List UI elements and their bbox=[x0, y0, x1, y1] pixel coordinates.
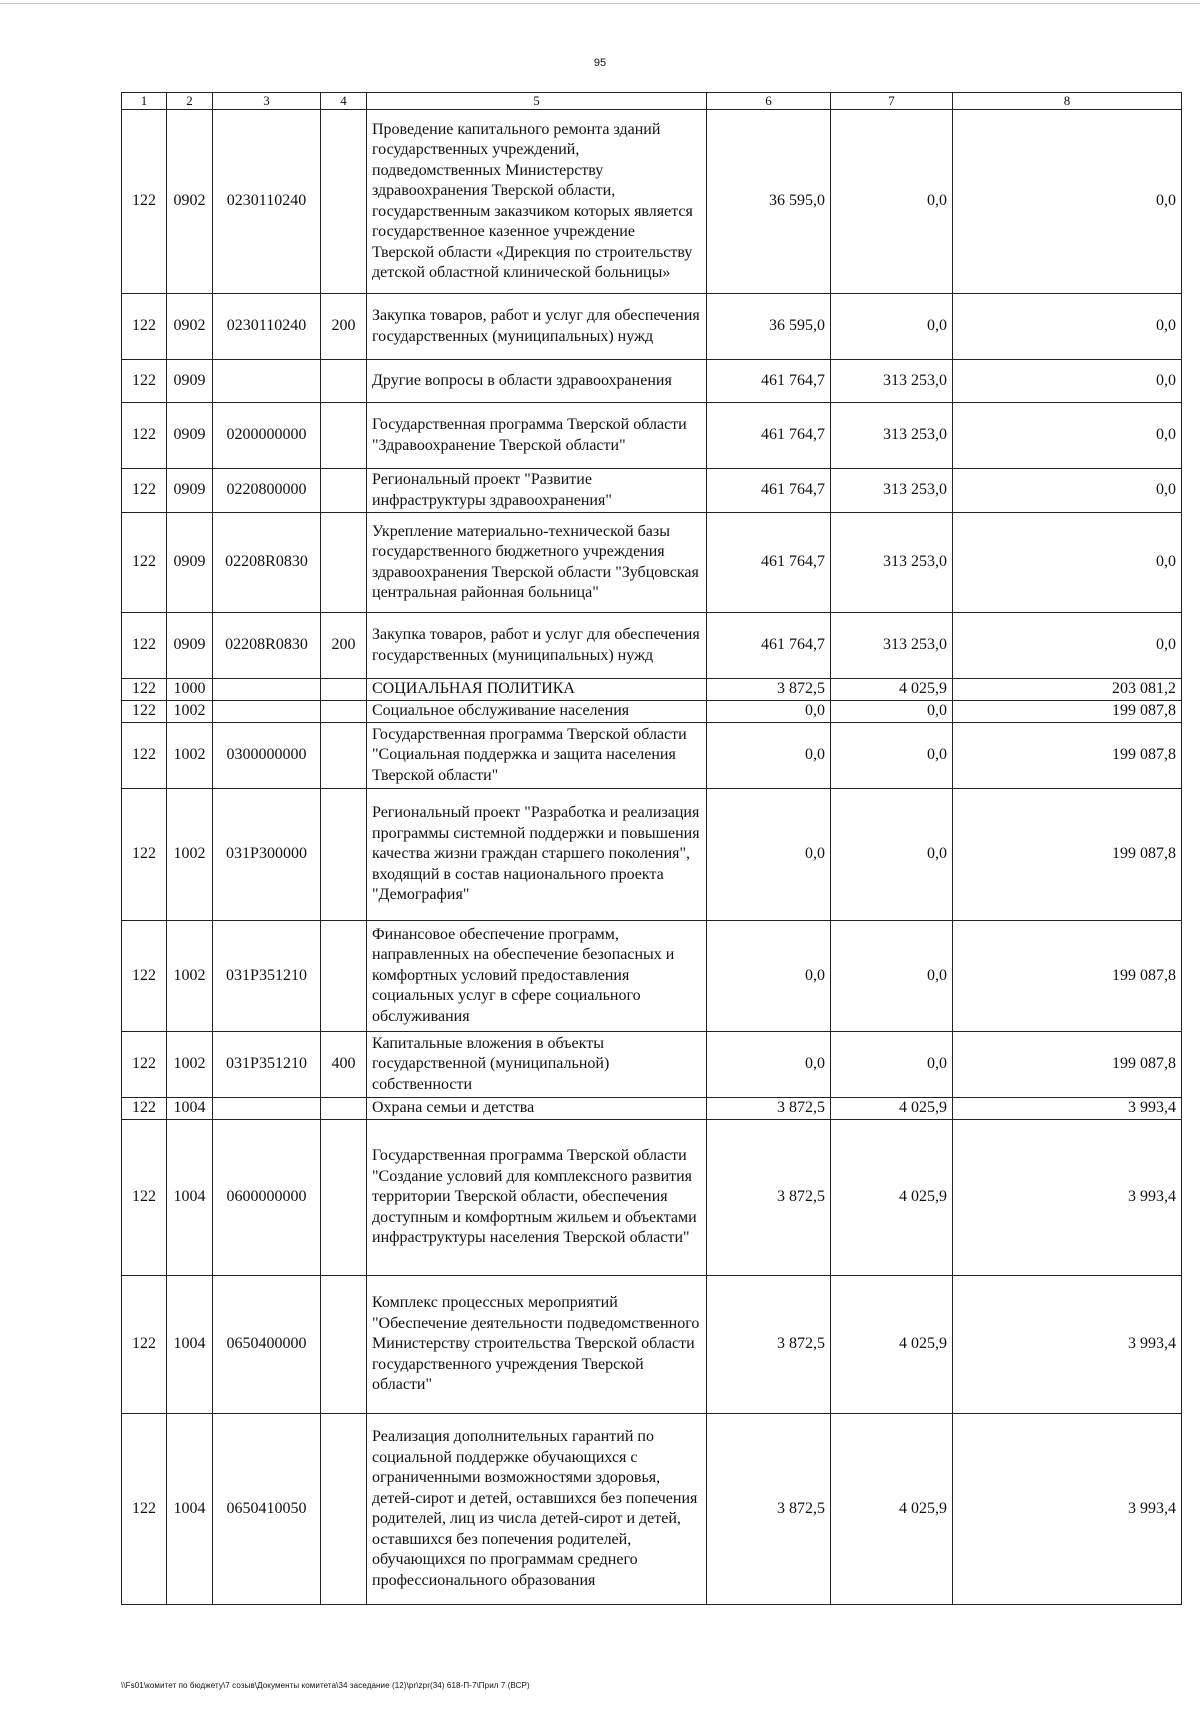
description-cell: Другие вопросы в области здравоохранения bbox=[367, 360, 707, 403]
table-row bbox=[122, 789, 1182, 921]
amount-cell-col7: 313 253,0 bbox=[831, 513, 953, 613]
admin-code-cell: 122 bbox=[122, 1032, 167, 1098]
description-cell: Государственная программа Тверской области "Социальная поддержка и защита населения Тверской области" bbox=[367, 723, 707, 789]
table-row bbox=[122, 1098, 1182, 1120]
section-code-cell: 0909 bbox=[167, 403, 213, 469]
expense-type-cell bbox=[321, 513, 367, 613]
amount-cell-col6: 461 764,7 bbox=[707, 360, 831, 403]
expense-type-cell bbox=[321, 360, 367, 403]
section-code-cell: 0909 bbox=[167, 513, 213, 613]
admin-code-cell: 122 bbox=[122, 1098, 167, 1120]
amount-cell-col8: 203 081,2 bbox=[953, 679, 1182, 701]
section-code-cell: 1004 bbox=[167, 1414, 213, 1605]
column-header: 4 bbox=[321, 93, 367, 110]
amount-cell-col6: 461 764,7 bbox=[707, 403, 831, 469]
target-code-cell: 0230110240 bbox=[213, 110, 321, 294]
target-code-cell bbox=[213, 679, 321, 701]
amount-cell-col8: 199 087,8 bbox=[953, 701, 1182, 723]
amount-cell-col6: 0,0 bbox=[707, 921, 831, 1032]
section-code-cell: 0902 bbox=[167, 110, 213, 294]
table-row bbox=[122, 294, 1182, 360]
amount-cell-col7: 0,0 bbox=[831, 110, 953, 294]
section-code-cell: 1002 bbox=[167, 789, 213, 921]
admin-code-cell: 122 bbox=[122, 789, 167, 921]
table-row bbox=[122, 613, 1182, 679]
admin-code-cell: 122 bbox=[122, 613, 167, 679]
target-code-cell: 02208R0830 bbox=[213, 513, 321, 613]
target-code-cell: 0650400000 bbox=[213, 1276, 321, 1414]
description-cell: Закупка товаров, работ и услуг для обеспечения государственных (муниципальных) нужд bbox=[367, 613, 707, 679]
description-cell: Реализация дополнительных гарантий по социальной поддержке обучающихся с ограниченными возможностями здоровья, детей-сирот и детей, оставшихся без попечения родителей, лиц из числа детей-сирот и детей, оставшихся без попечения родителей, обучающихся по программам среднего профессионального образования bbox=[367, 1414, 707, 1605]
amount-cell-col7: 313 253,0 bbox=[831, 469, 953, 513]
section-code-cell: 1004 bbox=[167, 1120, 213, 1276]
table-row bbox=[122, 1414, 1182, 1605]
amount-cell-col8: 0,0 bbox=[953, 110, 1182, 294]
amount-cell-col7: 4 025,9 bbox=[831, 1098, 953, 1120]
section-code-cell: 1004 bbox=[167, 1276, 213, 1414]
amount-cell-col6: 36 595,0 bbox=[707, 294, 831, 360]
description-cell: Капитальные вложения в объекты государственной (муниципальной) собственности bbox=[367, 1032, 707, 1098]
amount-cell-col8: 3 993,4 bbox=[953, 1120, 1182, 1276]
amount-cell-col7: 0,0 bbox=[831, 723, 953, 789]
expense-type-cell: 200 bbox=[321, 294, 367, 360]
amount-cell-col6: 461 764,7 bbox=[707, 613, 831, 679]
target-code-cell: 0600000000 bbox=[213, 1120, 321, 1276]
target-code-cell: 0300000000 bbox=[213, 723, 321, 789]
description-cell: Государственная программа Тверской области "Здравоохранение Тверской области" bbox=[367, 403, 707, 469]
table-row bbox=[122, 1120, 1182, 1276]
column-header: 2 bbox=[167, 93, 213, 110]
section-code-cell: 1002 bbox=[167, 1032, 213, 1098]
admin-code-cell: 122 bbox=[122, 1276, 167, 1414]
section-code-cell: 1000 bbox=[167, 679, 213, 701]
description-cell: Региональный проект "Развитие инфраструктуры здравоохранения" bbox=[367, 469, 707, 513]
target-code-cell: 0230110240 bbox=[213, 294, 321, 360]
expense-type-cell bbox=[321, 1120, 367, 1276]
amount-cell-col8: 199 087,8 bbox=[953, 921, 1182, 1032]
amount-cell-col8: 3 993,4 bbox=[953, 1414, 1182, 1605]
amount-cell-col7: 0,0 bbox=[831, 921, 953, 1032]
expense-type-cell bbox=[321, 701, 367, 723]
description-cell: Социальное обслуживание населения bbox=[367, 701, 707, 723]
target-code-cell bbox=[213, 360, 321, 403]
expense-type-cell: 200 bbox=[321, 613, 367, 679]
amount-cell-col7: 0,0 bbox=[831, 1032, 953, 1098]
amount-cell-col7: 0,0 bbox=[831, 701, 953, 723]
admin-code-cell: 122 bbox=[122, 723, 167, 789]
amount-cell-col7: 4 025,9 bbox=[831, 1276, 953, 1414]
expense-type-cell bbox=[321, 1098, 367, 1120]
target-code-cell: 031P351210 bbox=[213, 921, 321, 1032]
column-header: 7 bbox=[831, 93, 953, 110]
section-code-cell: 0909 bbox=[167, 360, 213, 403]
page-number: 95 bbox=[593, 57, 607, 69]
amount-cell-col6: 461 764,7 bbox=[707, 469, 831, 513]
description-cell: СОЦИАЛЬНАЯ ПОЛИТИКА bbox=[367, 679, 707, 701]
admin-code-cell: 122 bbox=[122, 1120, 167, 1276]
target-code-cell: 02208R0830 bbox=[213, 613, 321, 679]
admin-code-cell: 122 bbox=[122, 701, 167, 723]
table-row bbox=[122, 469, 1182, 513]
expense-type-cell bbox=[321, 679, 367, 701]
amount-cell-col6: 0,0 bbox=[707, 701, 831, 723]
amount-cell-col8: 0,0 bbox=[953, 403, 1182, 469]
table-row bbox=[122, 1276, 1182, 1414]
amount-cell-col6: 3 872,5 bbox=[707, 679, 831, 701]
column-header: 5 bbox=[367, 93, 707, 110]
description-cell: Региональный проект "Разработка и реализация программы системной поддержки и повышения качества жизни граждан старшего поколения", входящий в состав национального проекта "Демография" bbox=[367, 789, 707, 921]
target-code-cell bbox=[213, 701, 321, 723]
amount-cell-col6: 0,0 bbox=[707, 723, 831, 789]
amount-cell-col7: 0,0 bbox=[831, 789, 953, 921]
column-number-row bbox=[122, 93, 1182, 110]
description-cell: Государственная программа Тверской области "Создание условий для комплексного развития территории Тверской области, обеспечения доступным и комфортным жильем и объектами инфраструктуры населения Тверской области" bbox=[367, 1120, 707, 1276]
amount-cell-col6: 3 872,5 bbox=[707, 1120, 831, 1276]
table-row bbox=[122, 110, 1182, 294]
column-header: 3 bbox=[213, 93, 321, 110]
target-code-cell: 0200000000 bbox=[213, 403, 321, 469]
amount-cell-col8: 0,0 bbox=[953, 513, 1182, 613]
amount-cell-col7: 4 025,9 bbox=[831, 1414, 953, 1605]
table-row bbox=[122, 360, 1182, 403]
amount-cell-col8: 0,0 bbox=[953, 294, 1182, 360]
section-code-cell: 1002 bbox=[167, 701, 213, 723]
file-path-footer: \\Fs01\комитет по бюджету\7 созыв\Документы комитета\34 заседание (12)\pr\zpr(34) 618-П-7\Прил 7 (ВСР) bbox=[121, 1681, 530, 1690]
amount-cell-col8: 199 087,8 bbox=[953, 789, 1182, 921]
amount-cell-col7: 313 253,0 bbox=[831, 403, 953, 469]
admin-code-cell: 122 bbox=[122, 513, 167, 613]
section-code-cell: 1002 bbox=[167, 723, 213, 789]
amount-cell-col6: 3 872,5 bbox=[707, 1098, 831, 1120]
amount-cell-col8: 199 087,8 bbox=[953, 723, 1182, 789]
section-code-cell: 0902 bbox=[167, 294, 213, 360]
column-header: 6 bbox=[707, 93, 831, 110]
amount-cell-col6: 3 872,5 bbox=[707, 1276, 831, 1414]
expense-type-cell bbox=[321, 1276, 367, 1414]
amount-cell-col8: 0,0 bbox=[953, 469, 1182, 513]
table-row bbox=[122, 701, 1182, 723]
amount-cell-col8: 0,0 bbox=[953, 613, 1182, 679]
target-code-cell bbox=[213, 1098, 321, 1120]
table-row bbox=[122, 679, 1182, 701]
target-code-cell: 031P351210 bbox=[213, 1032, 321, 1098]
amount-cell-col6: 3 872,5 bbox=[707, 1414, 831, 1605]
expense-type-cell: 400 bbox=[321, 1032, 367, 1098]
description-cell: Закупка товаров, работ и услуг для обеспечения государственных (муниципальных) нужд bbox=[367, 294, 707, 360]
expense-type-cell bbox=[321, 1414, 367, 1605]
section-code-cell: 0909 bbox=[167, 613, 213, 679]
target-code-cell: 031P300000 bbox=[213, 789, 321, 921]
expense-type-cell bbox=[321, 921, 367, 1032]
admin-code-cell: 122 bbox=[122, 469, 167, 513]
admin-code-cell: 122 bbox=[122, 294, 167, 360]
section-code-cell: 1004 bbox=[167, 1098, 213, 1120]
table-row bbox=[122, 723, 1182, 789]
table-row bbox=[122, 513, 1182, 613]
expense-type-cell bbox=[321, 723, 367, 789]
column-header: 8 bbox=[953, 93, 1182, 110]
description-cell: Охрана семьи и детства bbox=[367, 1098, 707, 1120]
admin-code-cell: 122 bbox=[122, 360, 167, 403]
table-row bbox=[122, 1032, 1182, 1098]
amount-cell-col7: 313 253,0 bbox=[831, 613, 953, 679]
expense-type-cell bbox=[321, 110, 367, 294]
table-row bbox=[122, 403, 1182, 469]
amount-cell-col6: 36 595,0 bbox=[707, 110, 831, 294]
expense-type-cell bbox=[321, 789, 367, 921]
description-cell: Укрепление материально-технической базы государственного бюджетного учреждения здравоохранения Тверской области "Зубцовская центральная районная больница" bbox=[367, 513, 707, 613]
description-cell: Комплекс процессных мероприятий "Обеспечение деятельности подведомственного Министерству строительства Тверской области государственного учреждения Тверской области" bbox=[367, 1276, 707, 1414]
amount-cell-col8: 3 993,4 bbox=[953, 1276, 1182, 1414]
target-code-cell: 0650410050 bbox=[213, 1414, 321, 1605]
expense-type-cell bbox=[321, 403, 367, 469]
admin-code-cell: 122 bbox=[122, 403, 167, 469]
target-code-cell: 0220800000 bbox=[213, 469, 321, 513]
description-cell: Проведение капитального ремонта зданий государственных учреждений, подведомственных Министерству здравоохранения Тверской области, государственным заказчиком которых является государственное казенное учреждение Тверской области «Дирекция по строительству детской областной клинической больницы» bbox=[367, 110, 707, 294]
amount-cell-col8: 3 993,4 bbox=[953, 1098, 1182, 1120]
scan-edge-line bbox=[0, 3, 1200, 4]
amount-cell-col6: 0,0 bbox=[707, 789, 831, 921]
amount-cell-col7: 0,0 bbox=[831, 294, 953, 360]
admin-code-cell: 122 bbox=[122, 679, 167, 701]
table-row bbox=[122, 921, 1182, 1032]
amount-cell-col8: 199 087,8 bbox=[953, 1032, 1182, 1098]
budget-table bbox=[121, 92, 1182, 1605]
admin-code-cell: 122 bbox=[122, 921, 167, 1032]
description-cell: Финансовое обеспечение программ, направленных на обеспечение безопасных и комфортных условий предоставления социальных услуг в сфере социального обслуживания bbox=[367, 921, 707, 1032]
amount-cell-col6: 461 764,7 bbox=[707, 513, 831, 613]
section-code-cell: 1002 bbox=[167, 921, 213, 1032]
admin-code-cell: 122 bbox=[122, 1414, 167, 1605]
amount-cell-col7: 4 025,9 bbox=[831, 679, 953, 701]
amount-cell-col7: 4 025,9 bbox=[831, 1120, 953, 1276]
column-header: 1 bbox=[122, 93, 167, 110]
admin-code-cell: 122 bbox=[122, 110, 167, 294]
section-code-cell: 0909 bbox=[167, 469, 213, 513]
amount-cell-col6: 0,0 bbox=[707, 1032, 831, 1098]
amount-cell-col7: 313 253,0 bbox=[831, 360, 953, 403]
amount-cell-col8: 0,0 bbox=[953, 360, 1182, 403]
expense-type-cell bbox=[321, 469, 367, 513]
